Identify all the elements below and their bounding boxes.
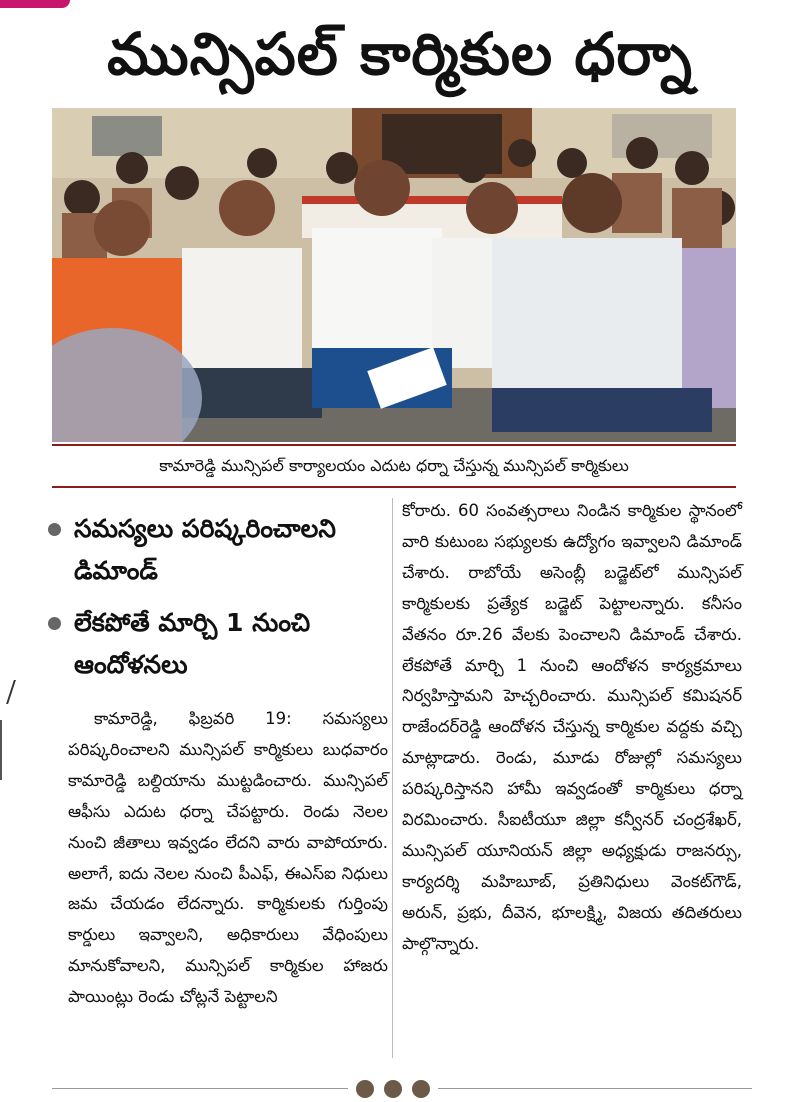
bullet-dot-icon: [48, 523, 61, 536]
column-divider: [392, 498, 393, 1058]
protest-photo: [52, 108, 736, 442]
ornament-dot-icon: [412, 1080, 430, 1098]
caption-rule-bottom: [52, 486, 736, 488]
ornament-dot-icon: [384, 1080, 402, 1098]
edge-mark: [0, 680, 16, 704]
corner-accent-tab: [0, 0, 70, 8]
highlights-list: [42, 508, 372, 686]
bullet-dot-icon: [48, 617, 61, 630]
ornament-dot-icon: [356, 1080, 374, 1098]
photo-caption: కామారెడ్డి మున్సిపల్ కార్యాలయం ఎదుట ధర్నా చేస్తున్న మున్సిపల్ కార్మికులు: [159, 456, 629, 475]
article-paragraph: కోరారు. 60 సంవత్సరాలు నిండిన కార్మికుల స్థానంలో వారి కుటుంబ సభ్యులకు ఉద్యోగం ఇవ్వాలని డిమాండ్ చేశారు. రాబోయే అసెంబ్లీ బడ్జెట్‌లో మున్సిపల్ కార్మికులకు ప్రత్యేక బడ్జెట్ పెట్టాలన్నారు. కనీసం వేతనం రూ.26 వేలకు పెంచాలని డిమాండ్ చేశారు. లేకపోతే మార్చి 1 నుంచి ఆందోళన కార్యక్రమాలు నిర్వహిస్తామని హెచ్చరించారు. మున్సిపల్ కమిషనర్ రాజేందర్‌రెడ్డి ఆందోళన చేస్తున్న కార్మికుల వద్దకు వచ్చి మాట్లాడారు. రెండు, మూడు రోజుల్లో సమస్యలు పరిష్కరిస్తానని హామీ ఇవ్వడంతో కార్మికులు ధర్నా విరమించారు. సీఐటీయూ జిల్లా కన్వీనర్ చంద్రశేఖర్, మున్సిపల్ యూనియన్ జిల్లా అధ్యక్షుడు రాజనర్సు, కార్యదర్శి మహిబూబ్, ప్రతినిధులు వెంకట్‌గౌడ్, అరున్, ప్రభు, దీవెన, భూలక్ష్మి, విజయ తదితరులు పాల్గొన్నారు.: [402, 501, 742, 953]
footer-ornament: [348, 1078, 438, 1100]
page-edge-marks: [0, 680, 14, 800]
highlight-item: [42, 602, 372, 686]
article-headline: మున్సిపల్ కార్మికుల ధర్నా: [107, 20, 693, 88]
article-paragraph: కామారెడ్డి, ఫిబ్రవరి 19: సమస్యలు పరిష్కరించాలని మున్సిపల్ కార్మికులు బుధవారం కామారెడ్డి బల్దియాను ముట్టడించారు. మున్సిపల్ ఆఫీసు ఎదుట ధర్నా చేపట్టారు. రెండు నెలల నుంచి జీతాలు ఇవ్వడం లేదని వారు వాపోయారు. అలాగే, ఐదు నెలల నుంచి పీఎఫ్, ఈఎస్ఐ నిధులు జమ చేయడం లేదన్నారు. కార్మికులకు గుర్తింపు కార్డులు ఇవ్వాలని, అధికారులు వేధింపులు మానుకోవాలని, మున్సిపల్ కార్మికుల హాజరు పాయింట్లు రెండు చోట్లనే పెట్టాలని: [68, 709, 388, 1007]
article-body-right-column: [402, 496, 742, 960]
highlight-text: లేకపోతే మార్చి 1 నుంచి ఆందోళనలు: [74, 608, 311, 679]
highlight-item: [42, 508, 372, 592]
highlight-text: సమస్యలు పరిష్కరించాలని డిమాండ్: [74, 514, 336, 585]
protest-photo-illustration: [52, 108, 736, 442]
edge-mark: [0, 720, 2, 780]
article-body-left-column: [68, 704, 388, 1013]
